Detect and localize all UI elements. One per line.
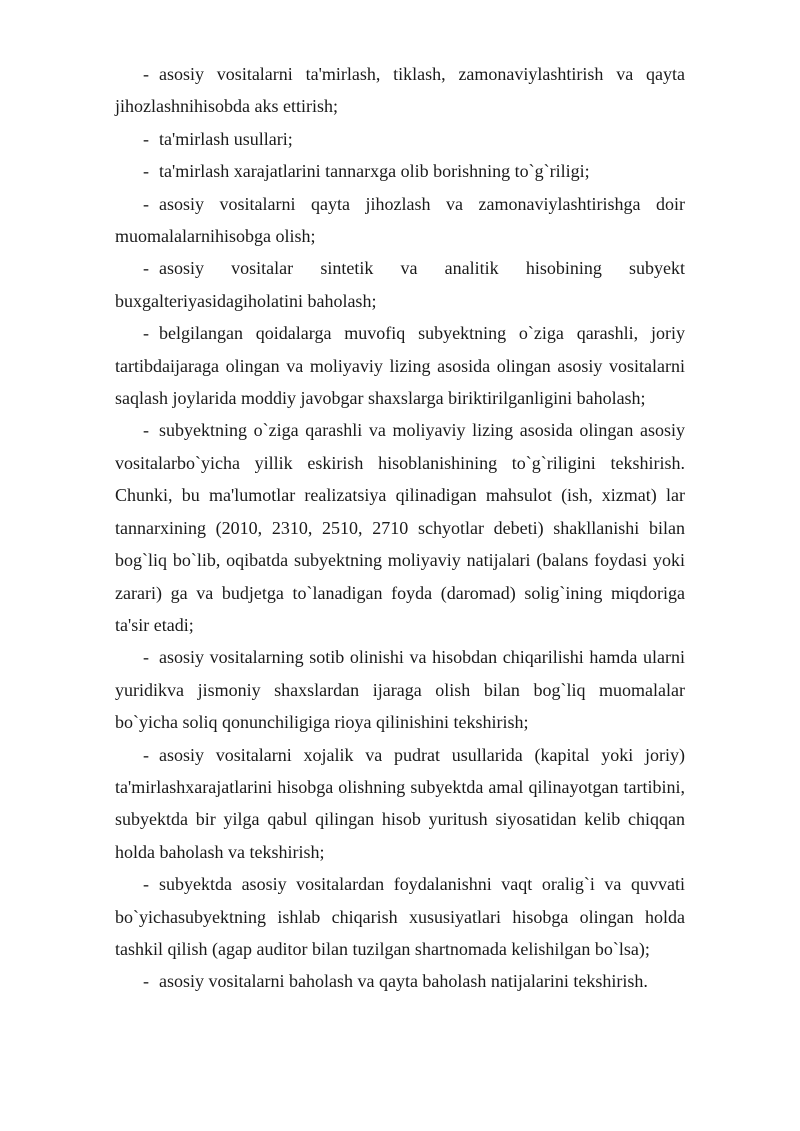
list-item (115, 123, 685, 155)
list-item-text: ta'mirlash xarajatlarini tannarxga olib borishning to`g`riligi; (159, 161, 590, 182)
list-item-text: ta'mirlash usullari; (159, 128, 293, 149)
list-item (115, 155, 685, 187)
dash-bullet: - (143, 420, 149, 441)
list-item (115, 188, 685, 253)
list-item (115, 641, 685, 738)
list-item-text: subyektning o`ziga qarashli va moliyaviy lizing asosida olingan asosiy vositalarbo`yicha yillik eskirish hisoblanishining to`g`riligini tekshirish. Chunki, bu ma'lumotlar realizatsiya qilinadigan mahsulot (ish, xizmat) lar tannarxining (2010, 2310, 2510, 2710 schyotlar debeti) shakllanishi bilan bog`liq bo`lib, oqibatda subyektning moliyaviy natijalari (balans foydasi yoki zarari) ga va budjetga to`lanadigan foyda (daromad) solig`ining miqdoriga ta'sir etadi; (115, 420, 685, 635)
list-item (115, 868, 685, 965)
dash-bullet: - (143, 193, 149, 214)
list-item-text: asosiy vositalarni ta'mirlash, tiklash, zamonaviylashtirish va qayta jihozlashnihisobda aks ettirish; (115, 64, 685, 117)
list-item (115, 414, 685, 641)
list-item (115, 739, 685, 869)
document-page (115, 58, 685, 998)
list-item-text: asosiy vositalarni xojalik va pudrat usullarida (kapital yoki joriy) ta'mirlashxarajatlarini hisobga olishning subyektda amal qilinayotgan tartibini, subyektda bir yilga qabul qilingan hisob yuritush siyosatidan kelib chiqqan holda baholash va tekshirish; (115, 744, 685, 862)
list-item (115, 58, 685, 123)
dash-bullet: - (143, 64, 149, 84)
dash-bullet: - (143, 647, 149, 668)
list-item-text: subyektda asosiy vositalardan foydalanishni vaqt oralig`i va quvvati bo`yichasubyektning ishlab chiqarish xususiyatlari hisobga olingan holda tashkil qilish (agap auditor bilan tuzilgan shartnomada kelishilgan bo`lsa); (115, 874, 685, 959)
dash-bullet: - (143, 323, 149, 344)
dash-bullet: - (143, 258, 149, 279)
list-item (115, 317, 685, 414)
list-item-text: belgilangan qoidalarga muvofiq subyektning o`ziga qarashli, joriy tartibdaijaraga olingan va moliyaviy lizing asosida olingan asosiy vositalarni saqlash joylarida moddiy javobgar shaxslarga biriktirilganligini baholash; (115, 323, 685, 409)
list-item-text: asosiy vositalar sintetik va analitik hisobining subyekt buxgalteriyasidagiholatini baholash; (115, 258, 685, 311)
dash-bullet: - (143, 128, 149, 149)
dash-bullet: - (143, 161, 149, 182)
list-item-text: asosiy vositalarni baholash va qayta baholash natijalarini tekshirish. (159, 971, 648, 992)
list-item-text: asosiy vositalarni qayta jihozlash va zamonaviylashtirishga doir muomalalarnihisobga olish; (115, 193, 685, 247)
dash-bullet: - (143, 744, 149, 765)
list-item (115, 252, 685, 317)
dash-bullet: - (143, 971, 149, 992)
list-item (115, 965, 685, 997)
dash-bullet: - (143, 874, 149, 895)
list-item-text: asosiy vositalarning sotib olinishi va hisobdan chiqarilishi hamda ularni yuridikva jismoniy shaxslardan ijaraga olish bilan bog`liq muomalalar bo`yicha soliq qonunchiligiga rioya qilinishini tekshirish; (115, 647, 685, 733)
